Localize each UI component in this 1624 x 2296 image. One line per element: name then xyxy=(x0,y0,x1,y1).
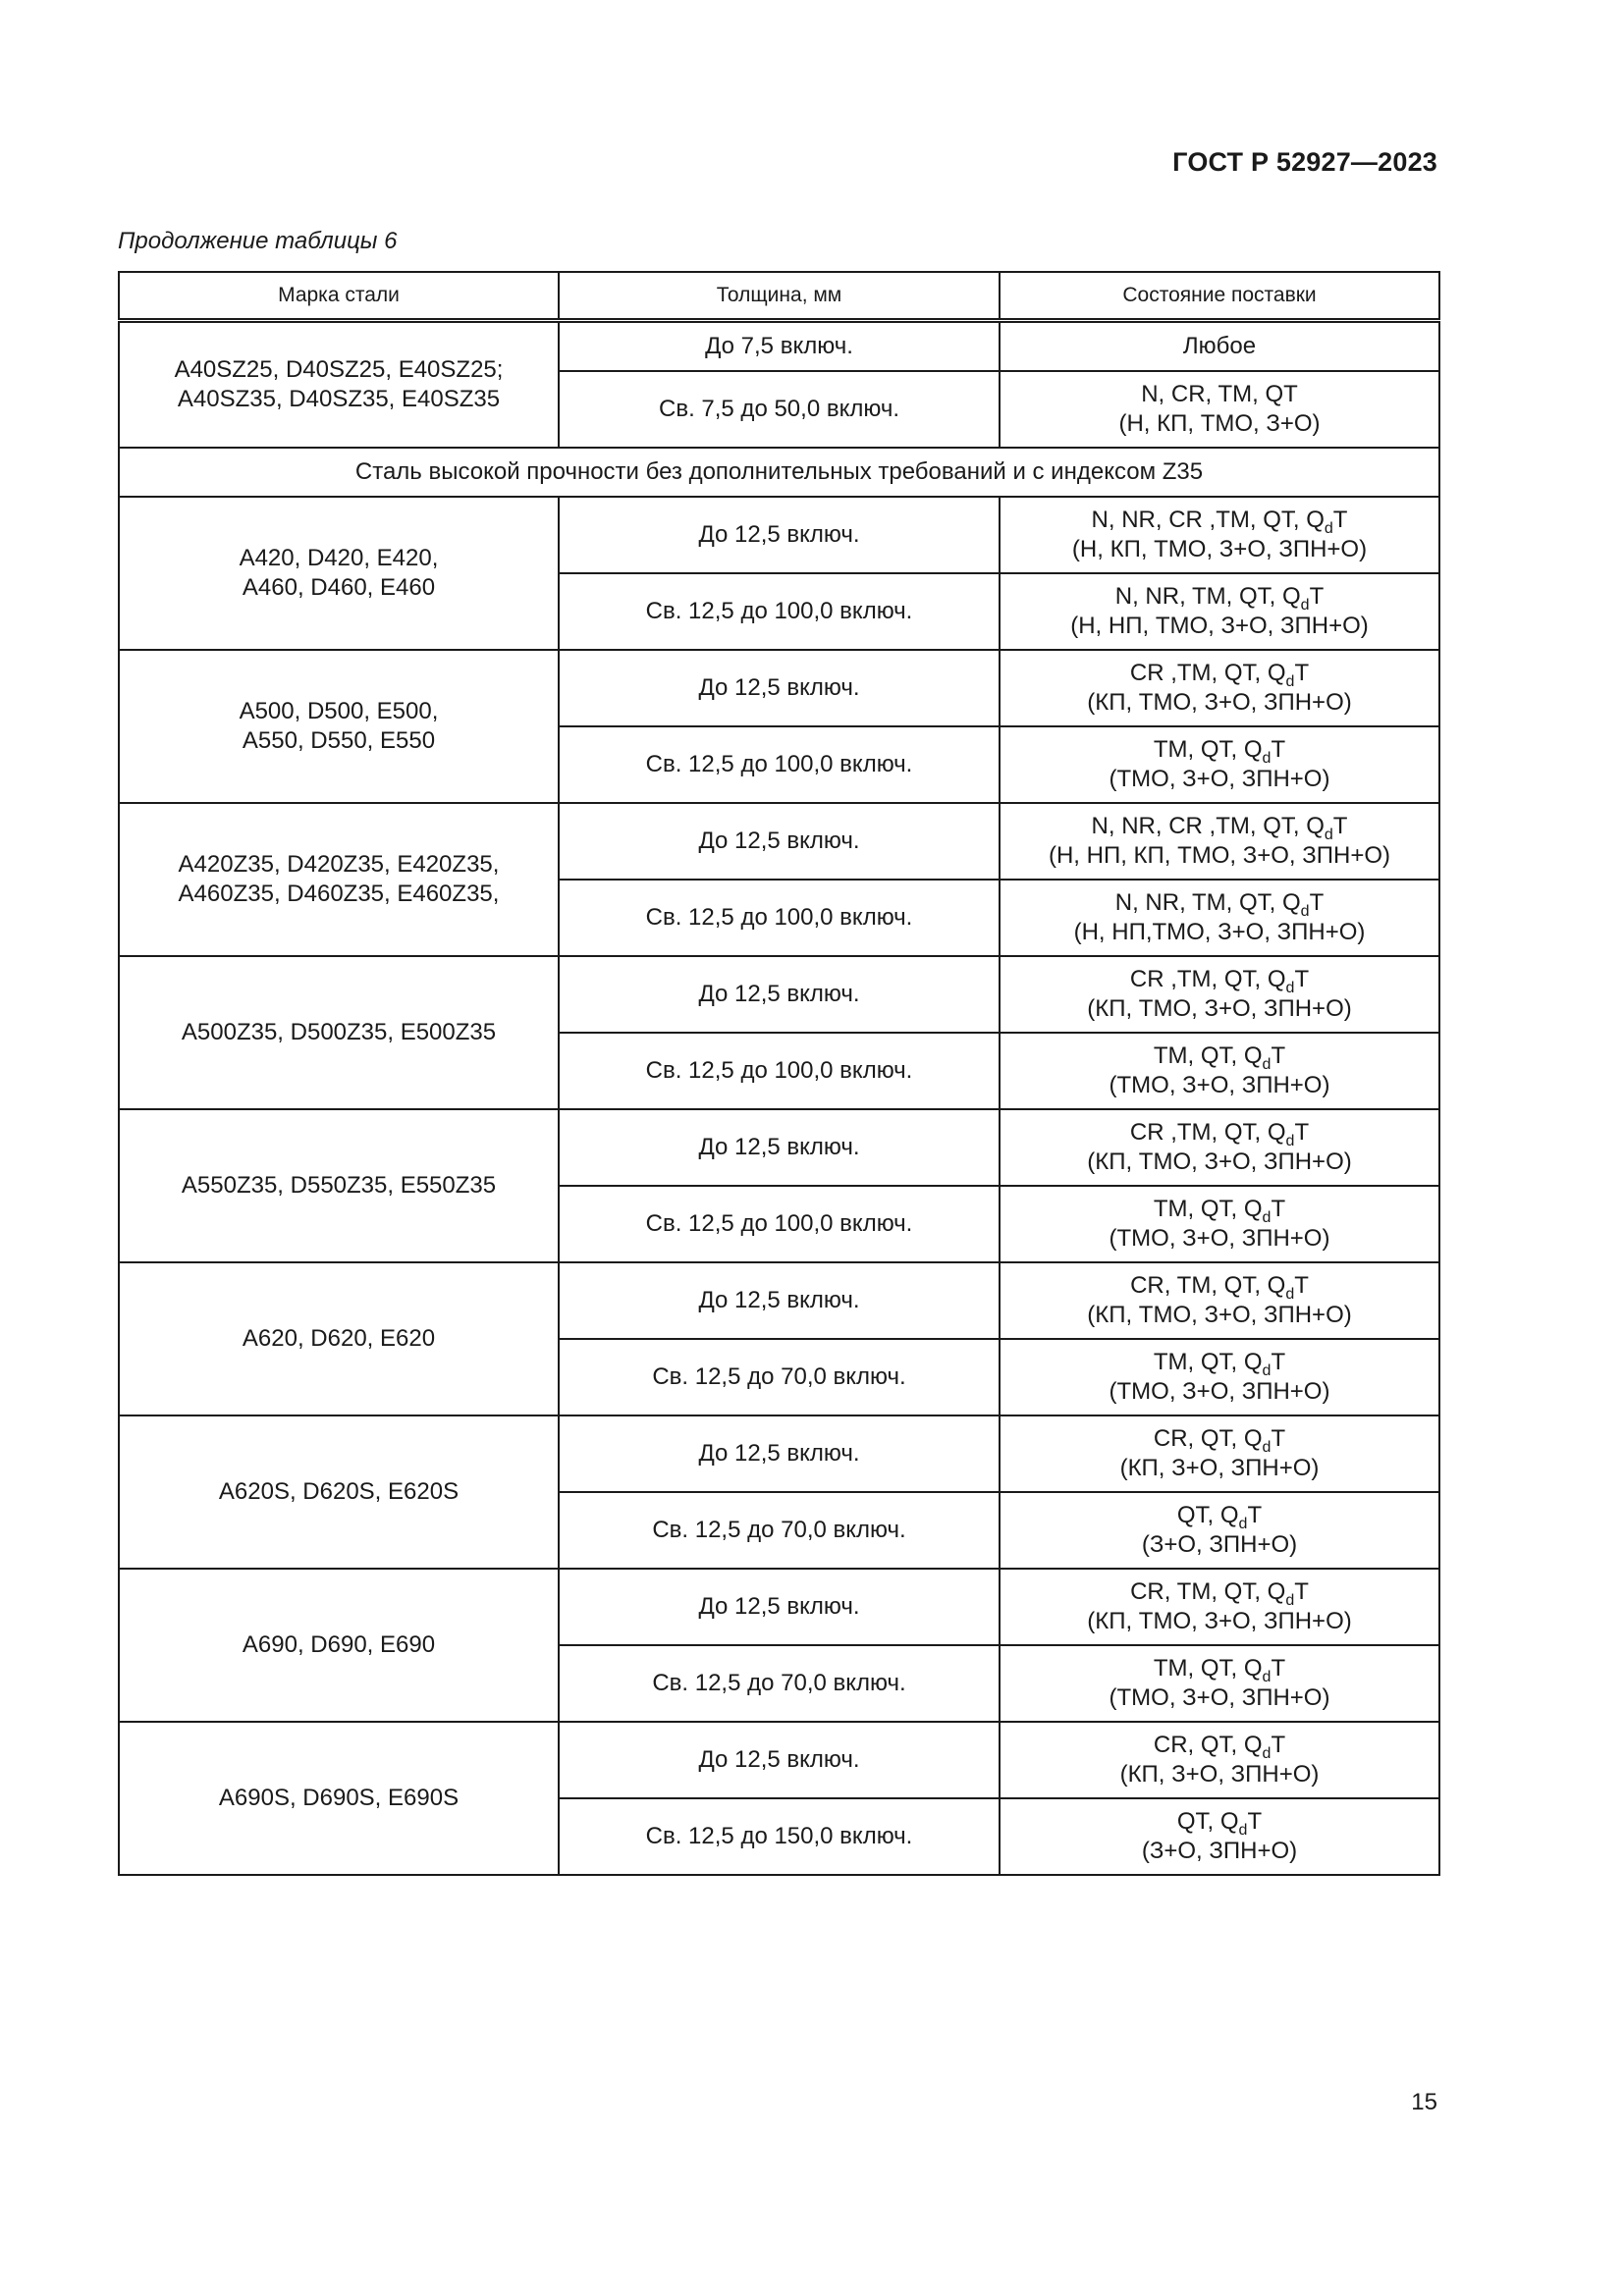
condition-text: T xyxy=(1309,889,1325,916)
condition-cell xyxy=(1000,803,1439,880)
condition-line: (ТМО, З+О, ЗПН+О) xyxy=(1109,1378,1330,1405)
table-row xyxy=(119,321,1439,372)
condition-cell xyxy=(1000,371,1439,448)
condition-line xyxy=(1006,1348,1433,1377)
condition-text: T xyxy=(1294,966,1310,992)
condition-text: T xyxy=(1294,1578,1309,1605)
thickness-cell: Св. 12,5 до 100,0 включ. xyxy=(559,1186,1000,1262)
condition-subscript: d xyxy=(1285,1285,1295,1303)
condition-text: T xyxy=(1247,1808,1263,1835)
grade-line: A40SZ35, D40SZ35, E40SZ35 xyxy=(177,386,501,412)
section-title: Сталь высокой прочности без дополнительных требований и с индексом Z35 xyxy=(119,448,1439,497)
condition-line: (КП, ТМО, З+О, ЗПН+О) xyxy=(1087,1302,1352,1328)
thickness-cell: До 12,5 включ. xyxy=(559,497,1000,573)
thickness-cell: До 12,5 включ. xyxy=(559,1722,1000,1798)
condition-subscript: d xyxy=(1324,826,1333,843)
section-row xyxy=(119,448,1439,497)
condition-cell xyxy=(1000,1492,1439,1569)
condition-subscript: d xyxy=(1262,1744,1272,1762)
thickness-cell: Св. 7,5 до 50,0 включ. xyxy=(559,371,1000,448)
column-header-thickness: Толщина, мм xyxy=(559,272,1000,321)
column-header-grade: Марка стали xyxy=(119,272,559,321)
condition-text: CR, QT, Q xyxy=(1153,1425,1263,1452)
condition-subscript: d xyxy=(1262,1055,1272,1073)
condition-line xyxy=(1006,888,1433,918)
condition-line: (ТМО, З+О, ЗПН+О) xyxy=(1109,1072,1330,1098)
document-code: ГОСТ Р 52927—2023 xyxy=(1172,147,1437,177)
grade-cell xyxy=(119,1109,559,1262)
thickness-cell: До 12,5 включ. xyxy=(559,1415,1000,1492)
condition-text: CR ,TM, QT, Q xyxy=(1129,966,1286,992)
grade-cell xyxy=(119,1569,559,1722)
condition-line: (Н, КП, ТМО, З+О, ЗПН+О) xyxy=(1071,536,1368,562)
grade-line: A500Z35, D500Z35, E500Z35 xyxy=(181,1019,497,1045)
condition-line: (Н, КП, ТМО, З+О) xyxy=(1118,410,1321,437)
condition-line: (З+О, ЗПН+О) xyxy=(1141,1531,1298,1558)
condition-subscript: d xyxy=(1262,1668,1272,1685)
condition-line xyxy=(1006,659,1433,688)
condition-cell: Любое xyxy=(1000,321,1439,372)
thickness-cell: До 12,5 включ. xyxy=(559,956,1000,1033)
thickness-cell: До 12,5 включ. xyxy=(559,803,1000,880)
grade-line: A620, D620, E620 xyxy=(242,1325,436,1352)
condition-text: T xyxy=(1332,507,1348,533)
grade-line: A550Z35, D550Z35, E550Z35 xyxy=(181,1172,497,1199)
condition-text: QT, Q xyxy=(1176,1808,1239,1835)
condition-text: QT, Q xyxy=(1176,1502,1239,1528)
grade-line: A690, D690, E690 xyxy=(242,1631,436,1658)
condition-cell xyxy=(1000,573,1439,650)
condition-cell xyxy=(1000,1569,1439,1645)
condition-text: T xyxy=(1294,660,1310,686)
condition-text: T xyxy=(1294,1119,1310,1146)
condition-line xyxy=(1006,1195,1433,1224)
table-caption: Продолжение таблицы 6 xyxy=(118,228,398,254)
condition-cell xyxy=(1000,726,1439,803)
grade-cell xyxy=(119,497,559,650)
thickness-cell: Св. 12,5 до 70,0 включ. xyxy=(559,1492,1000,1569)
grade-line: A620S, D620S, E620S xyxy=(218,1478,460,1505)
condition-text: N, NR, TM, QT, Q xyxy=(1114,889,1301,916)
condition-line xyxy=(1006,1271,1433,1301)
condition-cell xyxy=(1000,1415,1439,1492)
condition-text: T xyxy=(1294,1272,1309,1299)
table-row xyxy=(119,1109,1439,1186)
condition-cell xyxy=(1000,1798,1439,1875)
column-header-condition: Состояние поставки xyxy=(1000,272,1439,321)
condition-text: CR, TM, QT, Q xyxy=(1130,1272,1286,1299)
condition-text: CR, QT, Q xyxy=(1153,1732,1263,1758)
condition-text: T xyxy=(1332,813,1348,839)
condition-line xyxy=(1006,582,1433,612)
condition-text: T xyxy=(1309,583,1325,610)
condition-text: T xyxy=(1247,1502,1263,1528)
condition-cell xyxy=(1000,956,1439,1033)
condition-text: T xyxy=(1271,1425,1286,1452)
thickness-cell: Св. 12,5 до 70,0 включ. xyxy=(559,1339,1000,1415)
grade-cell xyxy=(119,1262,559,1415)
condition-cell xyxy=(1000,650,1439,726)
grade-cell xyxy=(119,803,559,956)
condition-line: (ТМО, З+О, ЗПН+О) xyxy=(1109,1225,1330,1252)
condition-cell xyxy=(1000,880,1439,956)
condition-line: N, CR, TM, QT xyxy=(1141,381,1298,407)
condition-line: (КП, З+О, ЗПН+О) xyxy=(1119,1455,1320,1481)
table-header-row xyxy=(119,272,1439,321)
condition-line xyxy=(1006,965,1433,994)
table-row xyxy=(119,1262,1439,1339)
grade-line: A420, D420, E420, xyxy=(239,545,439,571)
condition-subscript: d xyxy=(1285,1132,1295,1149)
table-row xyxy=(119,956,1439,1033)
condition-line xyxy=(1006,1501,1433,1530)
thickness-cell: До 7,5 включ. xyxy=(559,321,1000,372)
condition-line xyxy=(1006,506,1433,535)
condition-subscript: d xyxy=(1262,1208,1272,1226)
condition-line: (КП, З+О, ЗПН+О) xyxy=(1119,1761,1320,1788)
condition-line: (Н, НП, ТМО, З+О, ЗПН+О) xyxy=(1070,613,1369,639)
grade-line: A550, D550, E550 xyxy=(242,727,436,754)
table-row xyxy=(119,1415,1439,1492)
thickness-cell: До 12,5 включ. xyxy=(559,650,1000,726)
condition-cell xyxy=(1000,1722,1439,1798)
condition-subscript: d xyxy=(1300,902,1310,920)
condition-subscript: d xyxy=(1262,749,1272,767)
thickness-cell: Св. 12,5 до 100,0 включ. xyxy=(559,573,1000,650)
grade-cell xyxy=(119,321,559,449)
condition-subscript: d xyxy=(1238,1515,1248,1532)
grade-cell xyxy=(119,650,559,803)
condition-text: N, NR, TM, QT, Q xyxy=(1114,583,1301,610)
table-row xyxy=(119,803,1439,880)
condition-line xyxy=(1006,1118,1433,1148)
table-row xyxy=(119,1722,1439,1798)
condition-text: TM, QT, Q xyxy=(1153,1349,1263,1375)
condition-text: TM, QT, Q xyxy=(1153,1196,1263,1222)
grade-line: A40SZ25, D40SZ25, E40SZ25; xyxy=(174,356,504,383)
condition-subscript: d xyxy=(1238,1821,1248,1839)
condition-cell xyxy=(1000,1033,1439,1109)
thickness-cell: Св. 12,5 до 150,0 включ. xyxy=(559,1798,1000,1875)
condition-cell xyxy=(1000,1645,1439,1722)
condition-text: T xyxy=(1271,1196,1286,1222)
thickness-cell: До 12,5 включ. xyxy=(559,1109,1000,1186)
condition-line: (КП, ТМО, З+О, ЗПН+О) xyxy=(1087,995,1352,1022)
condition-line xyxy=(1006,1424,1433,1454)
condition-line xyxy=(1006,1654,1433,1683)
condition-line: (КП, ТМО, З+О, ЗПН+О) xyxy=(1087,1608,1352,1634)
condition-text: CR ,TM, QT, Q xyxy=(1129,660,1286,686)
condition-cell xyxy=(1000,1109,1439,1186)
condition-text: T xyxy=(1271,1349,1286,1375)
condition-line: (З+О, ЗПН+О) xyxy=(1141,1838,1298,1864)
condition-line: (ТМО, З+О, ЗПН+О) xyxy=(1109,766,1330,792)
page-number: 15 xyxy=(1411,2089,1437,2115)
thickness-cell: Св. 12,5 до 70,0 включ. xyxy=(559,1645,1000,1722)
condition-text: CR ,TM, QT, Q xyxy=(1129,1119,1286,1146)
condition-subscript: d xyxy=(1285,1591,1295,1609)
condition-line xyxy=(1006,1731,1433,1760)
thickness-cell: Св. 12,5 до 100,0 включ. xyxy=(559,1033,1000,1109)
condition-line xyxy=(1006,1807,1433,1837)
condition-line: (ТМО, З+О, ЗПН+О) xyxy=(1109,1684,1330,1711)
condition-subscript: d xyxy=(1285,672,1295,690)
condition-line xyxy=(1006,735,1433,765)
condition-cell xyxy=(1000,1262,1439,1339)
grade-cell xyxy=(119,956,559,1109)
condition-text: T xyxy=(1271,736,1286,763)
condition-text: T xyxy=(1271,1732,1286,1758)
thickness-cell: До 12,5 включ. xyxy=(559,1262,1000,1339)
condition-text: N, NR, CR ,TM, QT, Q xyxy=(1091,813,1325,839)
condition-cell xyxy=(1000,1186,1439,1262)
condition-cell xyxy=(1000,497,1439,573)
grade-line: A420Z35, D420Z35, E420Z35, xyxy=(178,851,500,878)
condition-subscript: d xyxy=(1285,979,1295,996)
thickness-cell: До 12,5 включ. xyxy=(559,1569,1000,1645)
condition-line xyxy=(1006,1041,1433,1071)
condition-text: N, NR, CR ,TM, QT, Q xyxy=(1091,507,1325,533)
condition-subscript: d xyxy=(1262,1362,1272,1379)
condition-text: TM, QT, Q xyxy=(1153,1042,1263,1069)
grade-line: A690S, D690S, E690S xyxy=(218,1785,460,1811)
condition-subscript: d xyxy=(1324,519,1333,537)
condition-line xyxy=(1006,1577,1433,1607)
thickness-cell: Св. 12,5 до 100,0 включ. xyxy=(559,880,1000,956)
condition-cell xyxy=(1000,1339,1439,1415)
condition-subscript: d xyxy=(1262,1438,1272,1456)
grade-line: A500, D500, E500, xyxy=(239,698,439,724)
table-row xyxy=(119,650,1439,726)
steel-table xyxy=(118,271,1440,1876)
condition-text: T xyxy=(1271,1042,1286,1069)
grade-cell xyxy=(119,1722,559,1875)
condition-text: TM, QT, Q xyxy=(1153,736,1263,763)
condition-line: (Н, НП, КП, ТМО, З+О, ЗПН+О) xyxy=(1048,842,1391,869)
condition-text: CR, TM, QT, Q xyxy=(1130,1578,1286,1605)
grade-line: A460, D460, E460 xyxy=(242,574,436,601)
thickness-cell: Св. 12,5 до 100,0 включ. xyxy=(559,726,1000,803)
condition-text: TM, QT, Q xyxy=(1153,1655,1263,1682)
condition-line xyxy=(1006,812,1433,841)
grade-line: A460Z35, D460Z35, E460Z35, xyxy=(178,881,500,907)
grade-cell xyxy=(119,1415,559,1569)
table-row xyxy=(119,497,1439,573)
condition-line: (Н, НП,ТМО, З+О, ЗПН+О) xyxy=(1073,919,1366,945)
table-row xyxy=(119,1569,1439,1645)
condition-line: (КП, ТМО, З+О, ЗПН+О) xyxy=(1087,1148,1352,1175)
condition-text: T xyxy=(1271,1655,1286,1682)
condition-line: (КП, ТМО, З+О, ЗПН+О) xyxy=(1087,689,1352,716)
condition-subscript: d xyxy=(1300,596,1310,614)
